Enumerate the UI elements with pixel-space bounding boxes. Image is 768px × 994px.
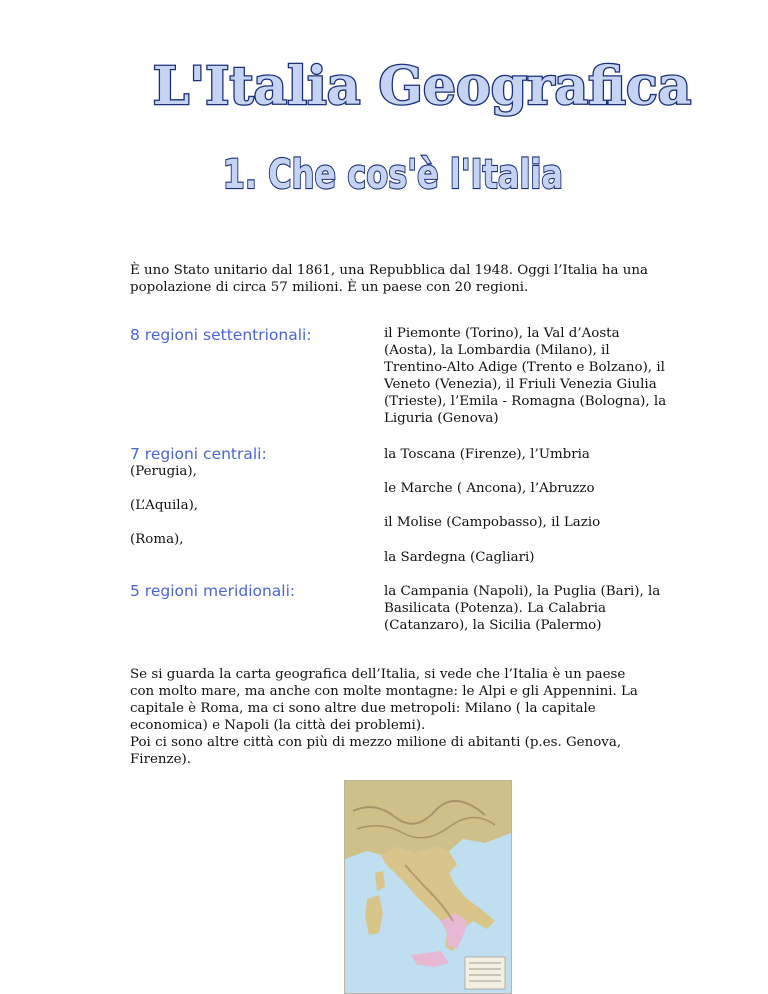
- document-title: [0, 52, 768, 124]
- center-line-2: le Marche ( Ancona), l’Abruzzo: [384, 481, 595, 496]
- center-line-1: la Toscana (Firenze), l’Umbria: [384, 447, 590, 462]
- section-label-south: 5 regioni meridionali:: [130, 582, 296, 600]
- section-text-south: la Campania (Napoli), la Puglia (Bari), la Basilicata (Potenza). La Calabria (Catanzaro), la Sicilia (Palermo): [384, 584, 661, 633]
- center-left-line-3: (Roma),: [130, 532, 184, 547]
- center-line-3: il Molise (Campobasso), il Lazio: [384, 515, 601, 530]
- svg-text:L'Italia Geografica: L'Italia Geografica: [152, 56, 692, 117]
- section-label-north: 8 regioni settentrionali:: [130, 326, 312, 344]
- intro-paragraph: È uno Stato unitario dal 1861, una Repubblica dal 1948. Oggi l’Italia ha una popolazione di circa 57 milioni. È un paese con 20 regioni.: [130, 263, 648, 295]
- svg-text:1. Che cos'è l'Italia: 1. Che cos'è l'Italia: [222, 150, 563, 198]
- italy-map-image: [344, 780, 512, 994]
- center-left-line-2: (L’Aquila),: [130, 498, 199, 513]
- section-text-north: il Piemonte (Torino), la Val d’Aosta (Aosta), la Lombardia (Milano), il Trentino-Alto Adige (Trento e Bolzano), il Veneto (Venezia), il Friuli Venezia Giulia (Trieste), l’Emila - Romagna (Bologna), la Liguria (Genova): [384, 326, 667, 426]
- center-left-line-1: (Perugia),: [130, 464, 197, 479]
- italy-map-icon: [345, 781, 511, 993]
- section-label-center: 7 regioni centrali:: [130, 445, 267, 463]
- center-line-4: la Sardegna (Cagliari): [384, 550, 535, 565]
- paragraph-cities: Poi ci sono altre città con più di mezzo milione di abitanti (p.es. Genova, Firenze).: [130, 735, 622, 767]
- document-subtitle: [0, 148, 768, 198]
- paragraph-geography: Se si guarda la carta geografica dell’Italia, si vede che l’Italia è un paese con molto mare, ma anche con molte montagne: le Alpi e gli Appennini. La capitale è Roma, ma ci sono altre due metropoli: Milano ( la capitale economica) e Napoli (la città dei problemi).: [130, 667, 638, 733]
